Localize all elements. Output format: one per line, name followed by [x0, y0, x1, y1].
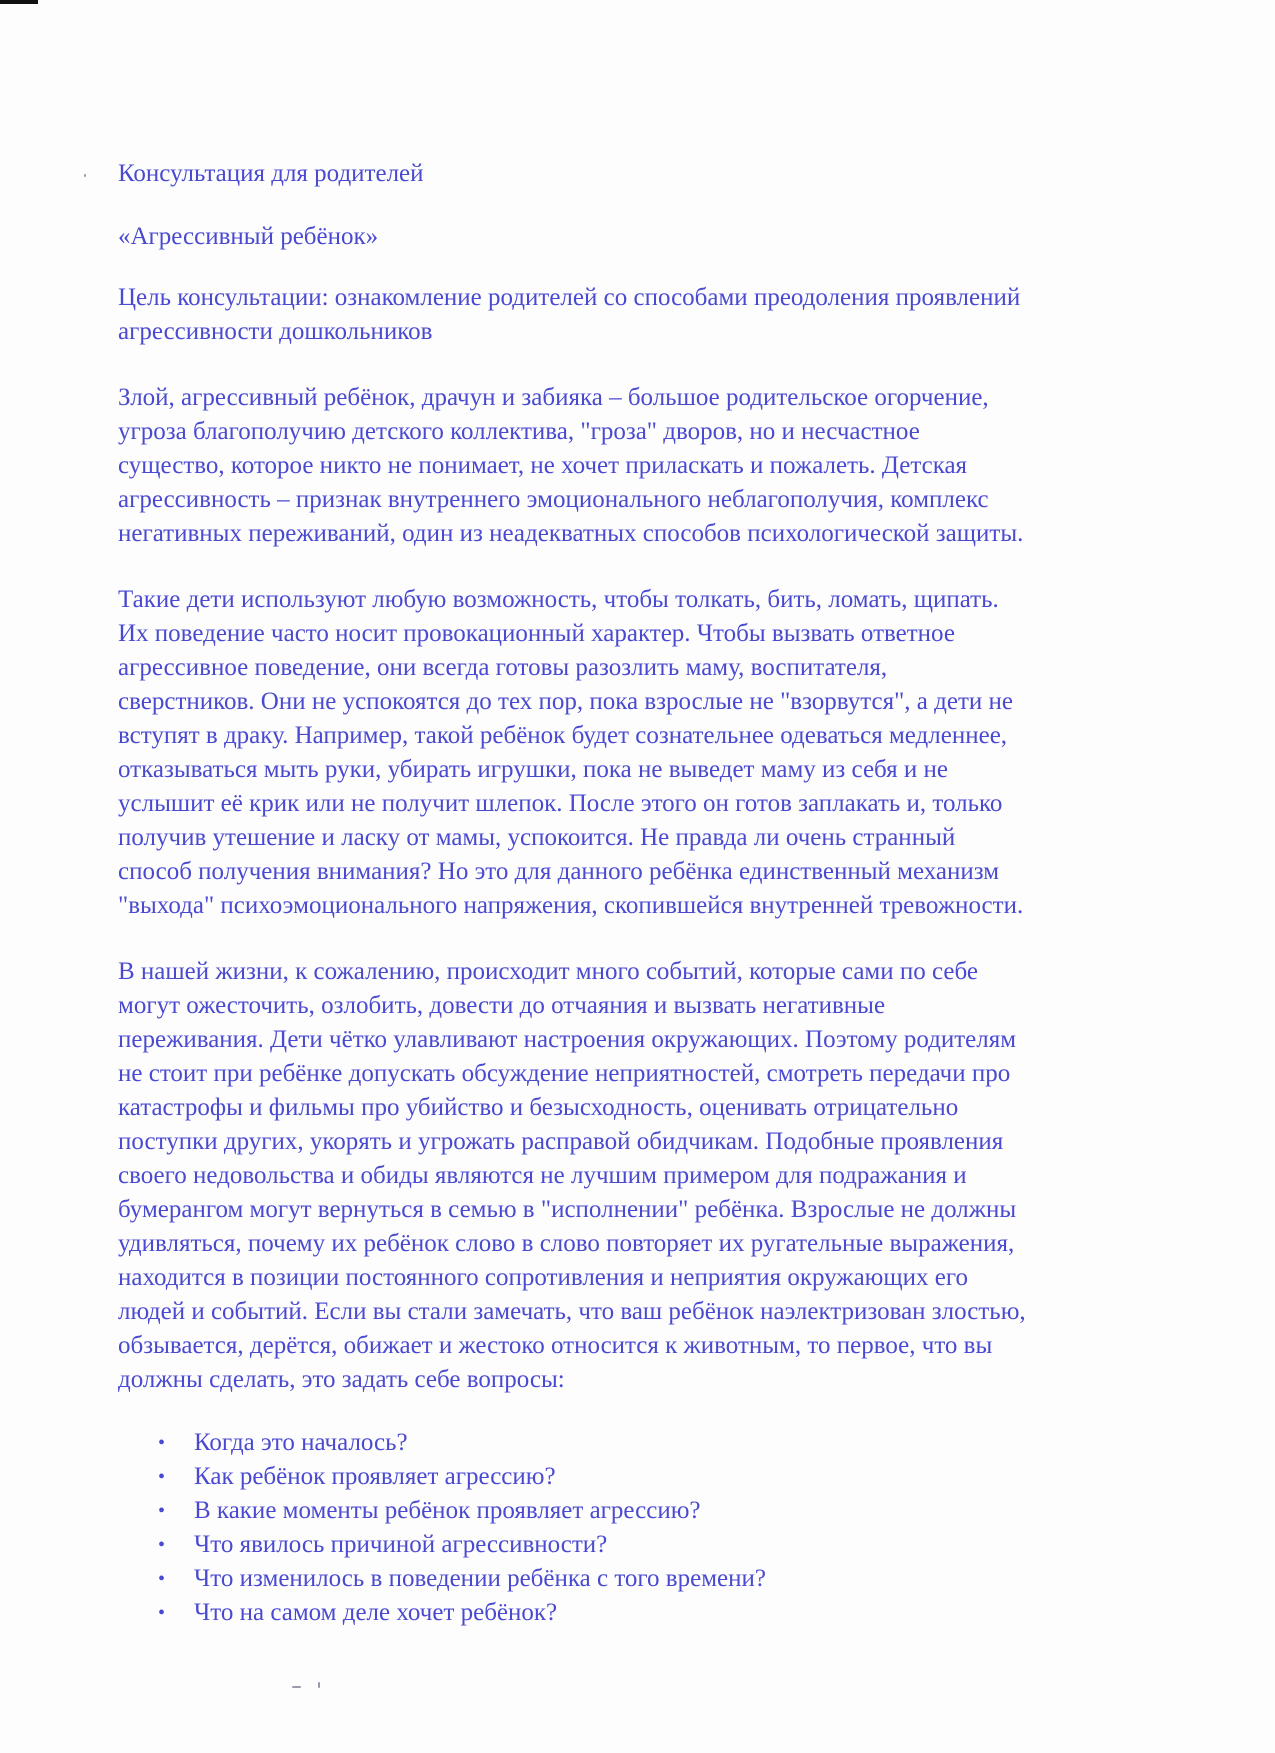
- paragraph-1-line: агрессивность – признак внутреннего эмоционального неблагополучия, комплекс: [118, 486, 989, 513]
- paragraph-2-line: вступят в драку. Например, такой ребёнок будет сознательнее одеваться медленнее,: [118, 722, 1008, 749]
- questions-list: [118, 1426, 1228, 1630]
- paragraph-2-line: услышит её крик или не получит шлепок. После этого он готов заплакать и, только: [118, 790, 1003, 817]
- question-text: Когда это началось?: [194, 1429, 408, 1456]
- list-item: [158, 1494, 1228, 1528]
- paragraph-1-line: существо, которое никто не понимает, не хочет приласкать и пожалеть. Детская: [118, 452, 968, 479]
- scan-corner-mark: [0, 0, 38, 4]
- scan-speck: [84, 174, 86, 177]
- paragraph-3-line: должны сделать, это задать себе вопросы:: [118, 1366, 565, 1393]
- paragraph-2-line: Такие дети используют любую возможность, чтобы толкать, бить, ломать, щипать.: [118, 586, 999, 613]
- list-item: [158, 1562, 1228, 1596]
- paragraph-2-line: агрессивное поведение, они всегда готовы разозлить маму, воспитателя,: [118, 654, 888, 681]
- goal-paragraph: [118, 281, 1228, 349]
- list-item: [158, 1426, 1228, 1460]
- list-item: [158, 1596, 1228, 1630]
- paragraph-2-line: "выхода" психоэмоционального напряжения, скопившейся внутренней тревожности.: [118, 892, 1024, 919]
- paragraph-2-line: способ получения внимания? Но это для данного ребёнка единственный механизм: [118, 858, 1000, 885]
- bullet-icon: •: [158, 1602, 166, 1624]
- paragraph-2-line: Их поведение часто носит провокационный характер. Чтобы вызвать ответное: [118, 620, 955, 647]
- question-text: Что на самом деле хочет ребёнок?: [194, 1599, 558, 1626]
- list-item: [158, 1460, 1228, 1494]
- paragraph-2-line: отказываться мыть руки, убирать игрушки, пока не выведет маму из себя и не: [118, 756, 948, 783]
- paragraph-2-line: сверстников. Они не успокоятся до тех пор, пока взрослые не "взорвутся", а дети не: [118, 688, 1013, 715]
- paragraph-3-line: находится в позиции постоянного сопротивления и неприятия окружающих его: [118, 1264, 968, 1291]
- paragraph-2: [118, 583, 1228, 923]
- list-item: [158, 1528, 1228, 1562]
- question-text: Что изменилось в поведении ребёнка с того времени?: [194, 1565, 766, 1592]
- document-body: [118, 157, 1228, 1630]
- paragraph-1: [118, 381, 1228, 551]
- goal-line: агрессивности дошкольников: [118, 318, 433, 345]
- document-title: Консультация для родителей: [118, 160, 424, 187]
- paragraph-3-line: людей и событий. Если вы стали замечать, что ваш ребёнок наэлектризован злостью,: [118, 1298, 1026, 1325]
- document-subtitle: «Агрессивный ребёнок»: [118, 223, 379, 250]
- paragraph-3-line: удивляться, почему их ребёнок слово в слово повторяет их ругательные выражения,: [118, 1230, 1015, 1257]
- scan-speck: [318, 1682, 320, 1688]
- scan-speck: [292, 1686, 301, 1688]
- bullet-icon: •: [158, 1568, 166, 1590]
- paragraph-3-line: переживания. Дети чётко улавливают настроения окружающих. Поэтому родителям: [118, 1026, 1017, 1053]
- paragraph-3-line: бумерангом могут вернуться в семью в "исполнении" ребёнка. Взрослые не должны: [118, 1196, 1017, 1223]
- bullet-icon: •: [158, 1534, 166, 1556]
- question-text: Как ребёнок проявляет агрессию?: [194, 1463, 556, 1490]
- paragraph-3-line: не стоит при ребёнке допускать обсуждение неприятностей, смотреть передачи про: [118, 1060, 1011, 1087]
- paragraph-1-line: Злой, агрессивный ребёнок, драчун и забияка – большое родительское огорчение,: [118, 384, 989, 411]
- paragraph-3-line: обзывается, дерётся, обижает и жестоко относится к животным, то первое, что вы: [118, 1332, 993, 1359]
- paragraph-3-line: катастрофы и фильмы про убийство и безысходность, оценивать отрицательно: [118, 1094, 959, 1121]
- paragraph-3: [118, 955, 1228, 1397]
- question-text: Что явилось причиной агрессивности?: [194, 1531, 608, 1558]
- paragraph-3-line: В нашей жизни, к сожалению, происходит много событий, которые сами по себе: [118, 958, 978, 985]
- question-text: В какие моменты ребёнок проявляет агрессию?: [194, 1497, 701, 1524]
- paragraph-3-line: своего недовольства и обиды являются не лучшим примером для подражания и: [118, 1162, 967, 1189]
- paragraph-3-line: поступки других, укорять и угрожать расправой обидчикам. Подобные проявления: [118, 1128, 1004, 1155]
- paragraph-2-line: получив утешение и ласку от мамы, успокоится. Не правда ли очень странный: [118, 824, 956, 851]
- goal-line: Цель консультации: ознакомление родителей со способами преодоления проявлений: [118, 284, 1021, 311]
- paragraph-1-line: угроза благополучию детского коллектива, "гроза" дворов, но и несчастное: [118, 418, 920, 445]
- paragraph-3-line: могут ожесточить, озлобить, довести до отчаяния и вызвать негативные: [118, 992, 886, 1019]
- bullet-icon: •: [158, 1466, 166, 1488]
- bullet-icon: •: [158, 1500, 166, 1522]
- paragraph-1-line: негативных переживаний, один из неадекватных способов психологической защиты.: [118, 520, 1024, 547]
- bullet-icon: •: [158, 1432, 166, 1454]
